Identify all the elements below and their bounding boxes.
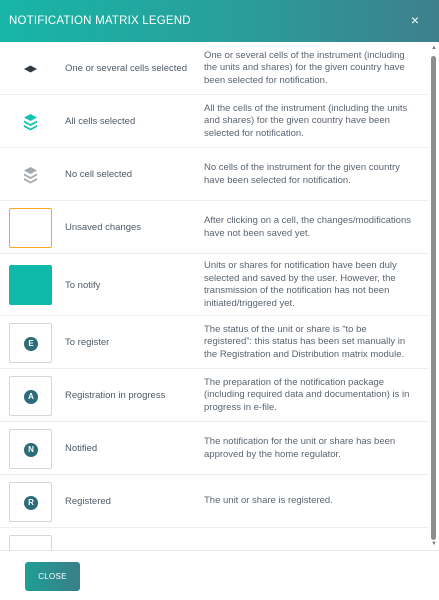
legend-label: All cells selected [65, 116, 136, 127]
legend-row-one-or-several [0, 42, 429, 95]
status-badge: E [24, 337, 38, 351]
legend-description: The preparation of the notification package (including required data and documentation) is in progress in e-file. [204, 376, 410, 413]
legend-row-in-progress [0, 369, 429, 422]
legend-row-notified [0, 422, 429, 475]
legend-label: Registered [65, 496, 111, 507]
legend-description: After clicking on a cell, the changes/modifications have not been saved yet. [204, 215, 411, 239]
legend-row-registered [0, 475, 429, 528]
close-icon[interactable]: × [410, 12, 420, 28]
teal-layers-icon [9, 102, 52, 142]
legend-row-no-cell [0, 148, 429, 201]
legend-description: The status of the unit or share is “to be registered”: this status has been set manually in the Registration and Distribution matrix module. [204, 323, 406, 360]
vertical-scrollbar[interactable] [429, 42, 439, 550]
legend-description: The unit or share is registered. [204, 495, 333, 507]
legend-label: Registration in progress [65, 390, 166, 401]
legend-label: One or several cells selected [65, 63, 187, 74]
legend-description: All the cells of the instrument (including the units and shares) for the given country have been selected for notification. [204, 102, 408, 139]
badge-n-icon [9, 429, 52, 469]
orange-outline-box-icon [9, 208, 52, 248]
legend-label: To notify [65, 279, 101, 291]
close-button[interactable]: CLOSE [25, 562, 80, 591]
legend-description: The notification for the unit or share has been approved by the home regulator. [204, 436, 396, 460]
badge-r-icon [9, 482, 52, 522]
grey-layers-icon [9, 155, 52, 195]
status-badge: N [24, 443, 38, 457]
dialog-footer [0, 550, 439, 600]
legend-description: No cells of the instrument for the given country have been selected for notification. [204, 162, 400, 186]
legend-label: Unsaved changes [65, 222, 142, 233]
legend-label: No cell selected [65, 169, 133, 180]
dark-diamond-icon [9, 49, 52, 89]
teal-filled-box-icon [9, 265, 52, 305]
dialog-header [0, 0, 439, 42]
badge-a-icon [9, 376, 52, 416]
legend-description: One or several cells of the instrument (including the units and shares) for the given country have been selected for notification. [204, 49, 405, 86]
badge-e-icon [9, 323, 52, 363]
scroll-down-arrow-icon[interactable]: ▼ [431, 541, 437, 547]
dialog-title: NOTIFICATION MATRIX LEGEND [9, 15, 191, 27]
legend-row-partial [0, 528, 429, 550]
scrollbar-thumb[interactable] [431, 56, 436, 540]
legend-row-all-cells [0, 95, 429, 148]
legend-row-to-notify [0, 254, 429, 316]
status-badge: R [24, 496, 38, 510]
legend-row-to-register [0, 316, 429, 369]
scroll-up-arrow-icon[interactable]: ▲ [431, 45, 437, 51]
legend-label: Notified [65, 443, 98, 454]
status-badge: A [24, 390, 38, 404]
legend-description: Units or shares for notification have been duly selected and saved by the user. However, the transmission of the notification has not been initiated/triggered yet. [204, 260, 397, 309]
legend-list[interactable] [0, 42, 429, 550]
legend-row-unsaved [0, 201, 429, 254]
legend-label: To register [65, 337, 110, 348]
legend-icon-box [9, 535, 52, 550]
